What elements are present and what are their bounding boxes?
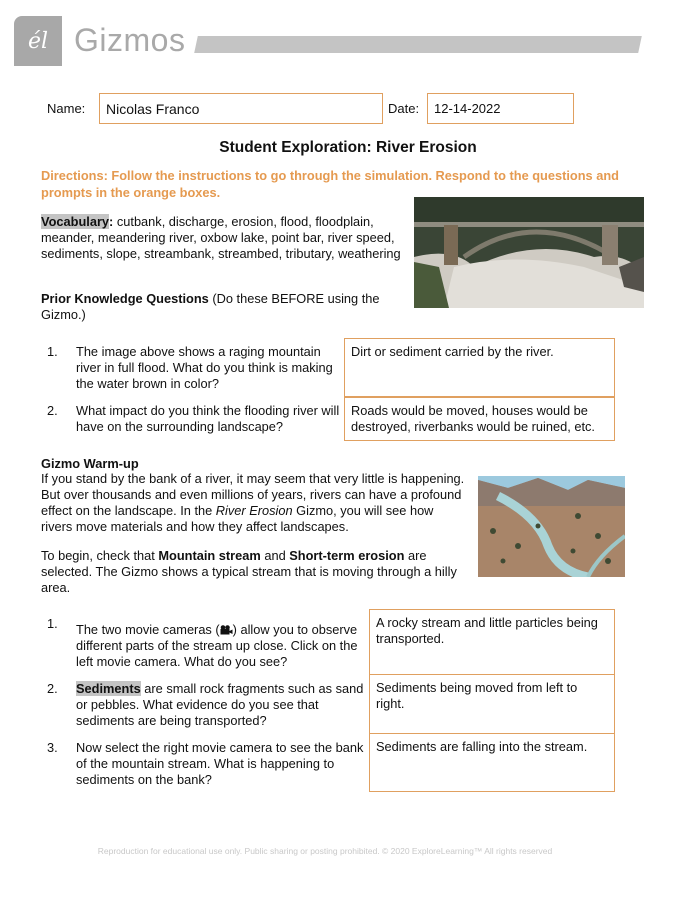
name-field[interactable] (99, 93, 383, 124)
warmup-question-3-number: 3. (47, 740, 58, 755)
warmup-answer-1[interactable] (369, 609, 615, 675)
warmup-p2-bold1: Mountain stream (158, 548, 261, 563)
pk-answer-1-text: Dirt or sediment carried by the river. (351, 344, 554, 359)
pk-answer-1[interactable] (344, 338, 615, 397)
directions: Directions: Follow the instructions to go through the simulation. Respond to the questions and prompts in the orange boxes. (41, 168, 619, 200)
prior-knowledge-heading (41, 291, 386, 323)
copyright-footer: Reproduction for educational use only. Public sharing or posting prohibited. © 2020 ExploreLearning™ All rights reserved (97, 846, 553, 856)
warmup-p1-italic: River Erosion (215, 503, 293, 518)
warmup-paragraph-2 (41, 548, 461, 596)
pk-answer-2[interactable] (344, 397, 615, 441)
warmup-q1-text-a: The two movie cameras ( (76, 622, 220, 637)
logo-glyph: él (27, 28, 49, 54)
sediments-term: Sediments (76, 681, 141, 696)
flood-bridge-photo (414, 197, 644, 308)
pk-question-1-text: The image above shows a raging mountain river in full flood. What do you think is making the water brown in color? (76, 344, 333, 391)
date-label: Date: (388, 101, 420, 116)
vocabulary-colon: : (109, 214, 114, 229)
warmup-p2-bold2: Short-term erosion (289, 548, 405, 563)
warmup-question-2-number: 2. (47, 681, 58, 696)
pk-question-1-number: 1. (47, 344, 58, 359)
prior-knowledge-note: (Do these BEFORE using the Gizmo.) (41, 291, 380, 322)
warmup-question-1-number: 1. (47, 616, 58, 631)
warmup-p2-b: and (260, 548, 290, 563)
warmup-question-2-text (76, 681, 364, 729)
gizmos-brand: Gizmos (74, 22, 186, 58)
warmup-answer-3[interactable] (369, 733, 615, 792)
warmup-p2-a: To begin, check that (41, 548, 159, 563)
pk-question-2-number: 2. (47, 403, 58, 418)
page-title: Student Exploration: River Erosion (219, 139, 477, 156)
warmup-p1-a: If you stand by the bank of a river, it may seem that very little is happening. But over thousands and even millions of years, rivers can have a profound effect on the landscape. In the (41, 471, 465, 518)
explorelearning-logo (14, 16, 62, 66)
warmup-question-1-text (76, 622, 364, 670)
warmup-paragraph-1 (41, 471, 466, 535)
warmup-q1-text-b: ) allow you to observe different parts of the stream up close. Click on the left movie camera. What do you see? (76, 622, 358, 669)
warmup-answer-2[interactable] (369, 674, 615, 734)
warmup-answer-1-text: A rocky stream and little particles being transported. (376, 615, 598, 646)
date-field[interactable] (427, 93, 574, 124)
prior-knowledge-title: Prior Knowledge Questions (41, 291, 209, 306)
warmup-answer-3-text: Sediments are falling into the stream. (376, 739, 588, 754)
warmup-p2-c: are selected. The Gizmo shows a typical stream that is moving through a hilly area. (41, 548, 457, 595)
name-value: Nicolas Franco (106, 100, 200, 117)
date-value: 12-14-2022 (434, 101, 501, 116)
warmup-q2-text: are small rock fragments such as sand or pebbles. What evidence do you see that sediments are being transported? (76, 681, 364, 728)
warmup-p1-b: Gizmo, you will see how rivers move materials and how they affect landscapes. (41, 503, 434, 534)
vocabulary-label: Vocabulary (41, 214, 110, 229)
movie-camera-icon (220, 623, 233, 633)
header-bar (194, 36, 642, 53)
mountain-stream-illustration (478, 476, 625, 577)
warmup-heading: Gizmo Warm-up (41, 456, 139, 471)
pk-question-2-text: What impact do you think the flooding river will have on the surrounding landscape? (76, 403, 340, 434)
vocabulary-terms: cutbank, discharge, erosion, flood, floodplain, meander, meandering river, oxbow lake, point bar, river speed, sediments, slope, streambank, streambed, tributary, weathering (41, 214, 401, 261)
name-label: Name: (47, 101, 86, 116)
pk-answer-2-text: Roads would be moved, houses would be destroyed, riverbanks would be ruined, etc. (351, 403, 595, 434)
vocabulary (41, 214, 401, 262)
warmup-answer-2-text: Sediments being moved from left to right. (376, 680, 578, 711)
warmup-question-3-text: Now select the right movie camera to see the bank of the mountain stream. What is happening to sediments on the bank? (76, 740, 364, 787)
